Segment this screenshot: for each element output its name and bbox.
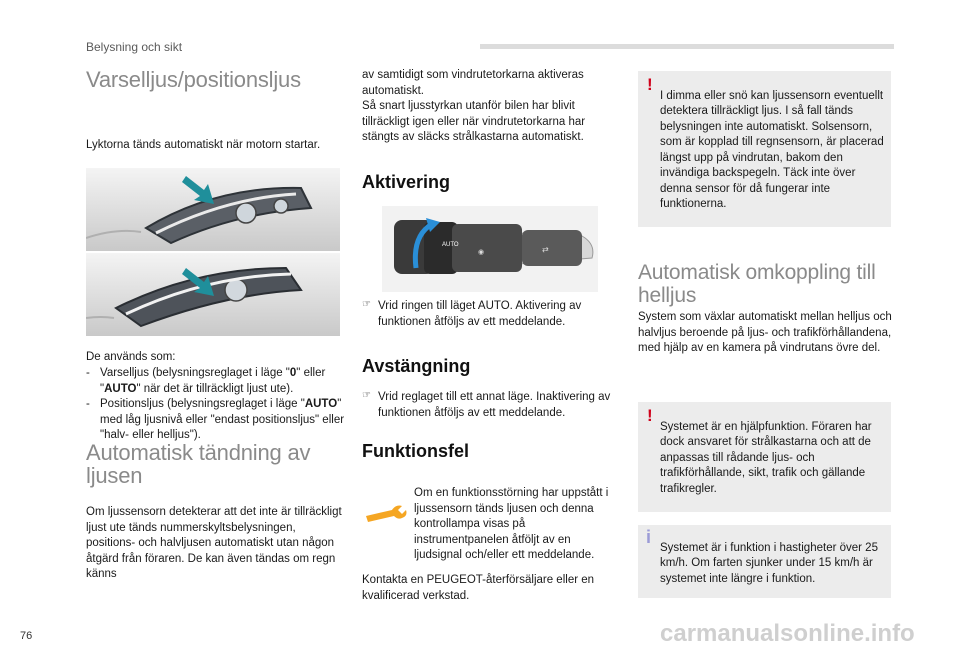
usage-list bbox=[86, 366, 346, 444]
high-beam-paragraph: System som växlar automatiskt mellan helljus och halvljus beroende på ljus- och trafikförhållandena, med hjälp av en kamera på vindrutans övre del. bbox=[638, 311, 892, 354]
list-item: - Varselljus (belysningsreglaget i läge "0" eller "AUTO" när det är tillräckligt ljust ute). bbox=[86, 367, 326, 395]
fault-text: Om en funktionsstörning har uppstått i ljussensorn tänds ljusen och denna kontrollampa visas på instrumentpanelen åtföljt av en ljudsignal och/eller ett meddelande. bbox=[414, 487, 609, 561]
warning-note-assist: ! Systemet är en hjälpfunktion. Föraren har dock ansvaret för strålkastarna och att de anpassas till rådande ljus- och trafikförhållande, sikt, trafik och gällande trafikregler. bbox=[638, 402, 891, 512]
continued-paragraph-2: Så snart ljusstyrkan utanför bilen har blivit tillräckligt igen eller när vindrutetorkarna har stängts av släcks strålkastarna automatiskt. bbox=[362, 100, 586, 143]
list-item: - Positionsljus (belysningsreglaget i läge "AUTO" med låg ljusnivå eller "endast positionsljus" eller "halv- eller helljus"). bbox=[86, 398, 345, 441]
title-auto-lights: Automatisk tändning av ljusen bbox=[86, 440, 311, 488]
svg-text:⇄: ⇄ bbox=[542, 245, 549, 254]
headlight-illustration bbox=[86, 168, 340, 336]
section-header: Belysning och sikt bbox=[86, 40, 183, 54]
continued-paragraph: av samtidigt som vindrutetorkarna aktiveras automatiskt. bbox=[362, 69, 584, 97]
stalk-auto-label: AUTO bbox=[442, 242, 459, 248]
title-daytime-lights: Varselljus/positionsljus bbox=[86, 67, 301, 92]
deactivation-step: ☞ Vrid reglaget till ett annat läge. Inaktivering av funktionen åtföljs av ett meddelande. bbox=[362, 390, 611, 419]
svg-text:◉: ◉ bbox=[478, 249, 485, 256]
warning-note-fog: ! I dimma eller snö kan ljussensorn eventuellt detektera tillräckligt ljus. I så fall tänds belysningen inte automatiskt. Solsensorn, som är kopplad till regnsensorn, är placerad längst upp på vindrutan, bakom den invändiga backspegeln. Täck inte över denna sensor för då fungerar inte funktionerna. bbox=[638, 71, 891, 227]
finger-bullet-icon: ☞ bbox=[362, 299, 371, 310]
headlight-photo bbox=[86, 168, 340, 336]
title-auto-high-beam: Automatisk omkoppling till helljus bbox=[638, 261, 876, 307]
heading-deactivation: Avstängning bbox=[362, 356, 471, 376]
intro-text: Lyktorna tänds automatiskt när motorn startar. bbox=[86, 139, 321, 151]
heading-fault: Funktionsfel bbox=[362, 441, 469, 461]
page-number: 76 bbox=[20, 630, 33, 642]
watermark: carmanualsonline.info bbox=[660, 620, 915, 647]
activation-step: ☞ Vrid ringen till läget AUTO. Aktivering av funktionen åtföljs av ett meddelande. bbox=[362, 299, 582, 328]
exclamation-icon: ! bbox=[647, 75, 653, 94]
auto-lights-paragraph: Om ljussensorn detekterar att det inte är tillräckligt ljust ute tänds nummerskyltsbelysningen, positions- och halvljusen automatiskt utan någon åtgärd från föraren. De kan även tändas om regn känns bbox=[86, 506, 342, 580]
header-divider bbox=[480, 44, 894, 49]
info-note-speed: i Systemet är i funktion i hastigheter över 25 km/h. Om farten sjunker under 15 km/h är systemet inte längre i funktion. bbox=[638, 525, 891, 598]
used-as-label: De används som: bbox=[86, 351, 176, 363]
light-stalk-illustration bbox=[382, 206, 598, 292]
contact-text: Kontakta en PEUGEOT-återförsäljare eller en kvalificerad verkstad. bbox=[362, 574, 595, 602]
wrench-icon bbox=[362, 500, 412, 524]
heading-activation: Aktivering bbox=[362, 172, 451, 192]
info-icon: i bbox=[646, 527, 652, 547]
finger-bullet-icon: ☞ bbox=[362, 390, 371, 401]
exclamation-icon: ! bbox=[647, 406, 653, 425]
